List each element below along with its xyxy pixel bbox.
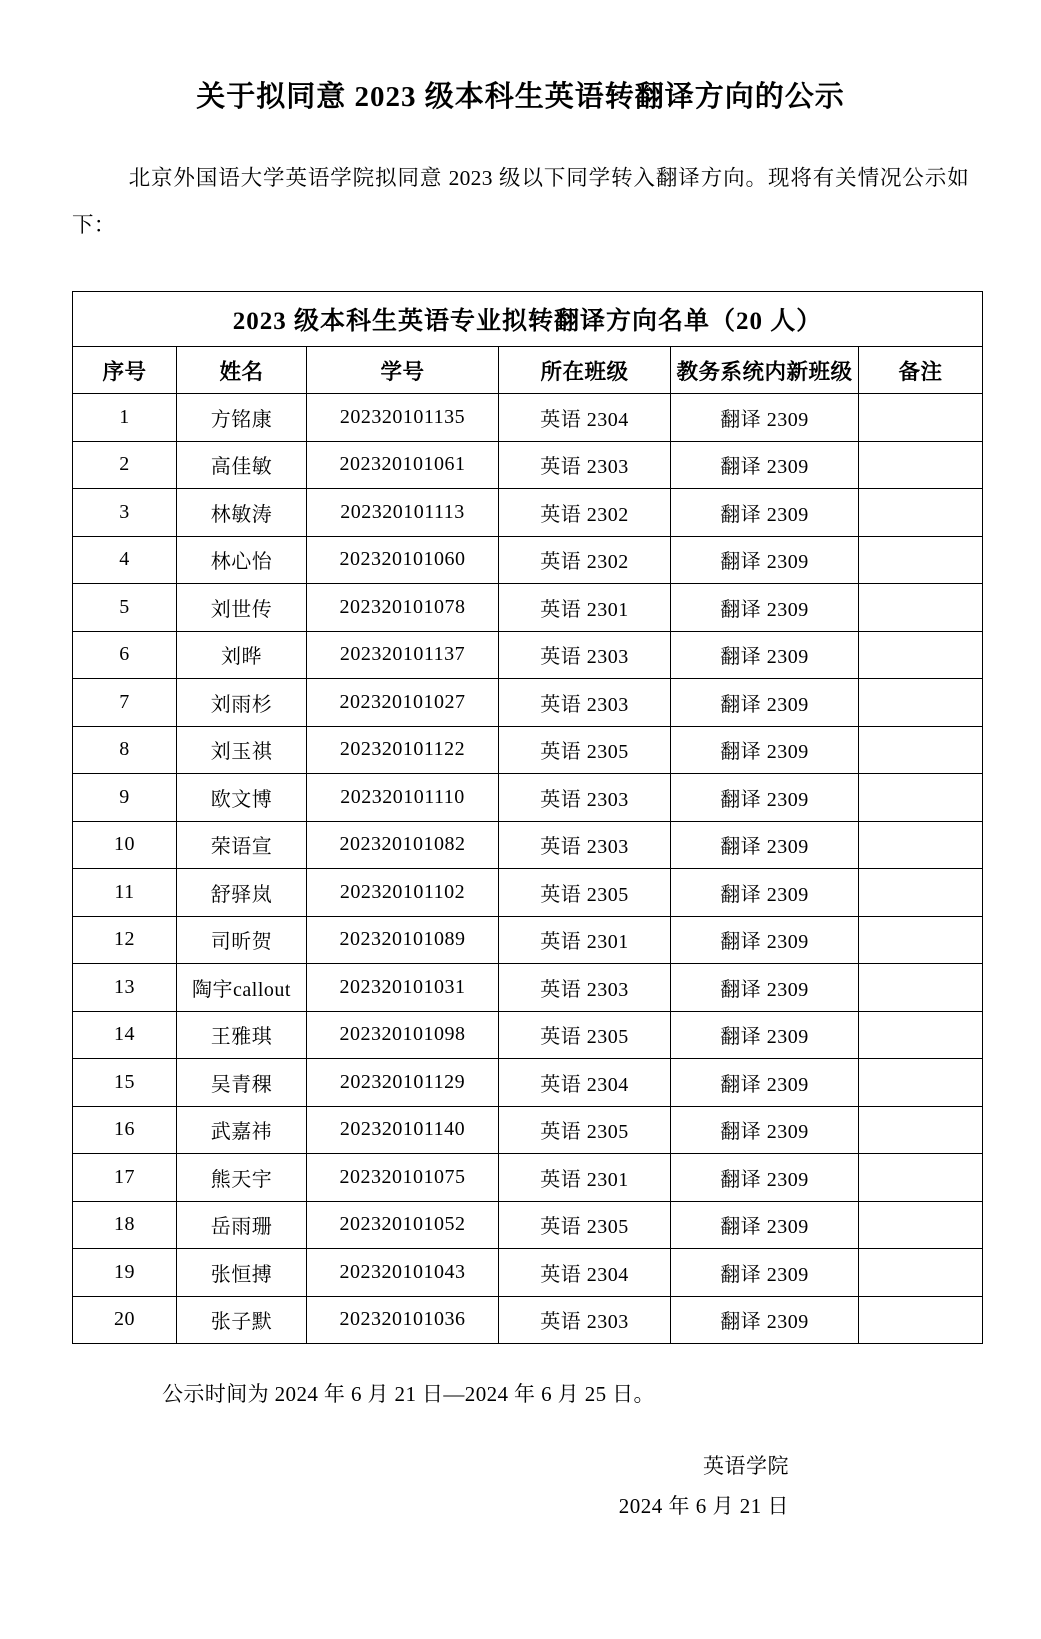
- cell-note: [859, 964, 983, 1012]
- cell-name: 刘雨杉: [177, 679, 307, 727]
- cell-index: 16: [73, 1106, 177, 1154]
- cell-class: 英语 2303: [499, 441, 671, 489]
- table-row: [73, 536, 983, 584]
- cell-name: 张子默: [177, 1296, 307, 1344]
- table-row: [73, 394, 983, 442]
- cell-student-id: 202320101135: [307, 394, 499, 442]
- cell-new-class: 翻译 2309: [671, 631, 859, 679]
- cell-new-class: 翻译 2309: [671, 679, 859, 727]
- cell-name: 王雅琪: [177, 1011, 307, 1059]
- cell-student-id: 202320101137: [307, 631, 499, 679]
- cell-index: 15: [73, 1059, 177, 1107]
- column-header-name: 姓名: [177, 347, 307, 394]
- cell-class: 英语 2305: [499, 726, 671, 774]
- cell-index: 12: [73, 916, 177, 964]
- cell-name: 司昕贺: [177, 916, 307, 964]
- cell-index: 14: [73, 1011, 177, 1059]
- cell-student-id: 202320101052: [307, 1201, 499, 1249]
- table-row: [73, 1106, 983, 1154]
- cell-index: 2: [73, 441, 177, 489]
- cell-new-class: 翻译 2309: [671, 1106, 859, 1154]
- cell-name: 方铭康: [177, 394, 307, 442]
- cell-class: 英语 2305: [499, 1106, 671, 1154]
- table-row: [73, 726, 983, 774]
- cell-note: [859, 631, 983, 679]
- cell-class: 英语 2305: [499, 869, 671, 917]
- cell-class: 英语 2301: [499, 916, 671, 964]
- cell-student-id: 202320101078: [307, 584, 499, 632]
- column-header-class: 所在班级: [499, 347, 671, 394]
- cell-name: 岳雨珊: [177, 1201, 307, 1249]
- signature-org: 英语学院: [703, 1454, 789, 1478]
- cell-index: 6: [73, 631, 177, 679]
- cell-class: 英语 2304: [499, 1249, 671, 1297]
- table-header-row: [73, 347, 983, 394]
- cell-index: 19: [73, 1249, 177, 1297]
- table-row: [73, 1154, 983, 1202]
- cell-note: [859, 1011, 983, 1059]
- cell-note: [859, 821, 983, 869]
- cell-class: 英语 2304: [499, 394, 671, 442]
- cell-new-class: 翻译 2309: [671, 489, 859, 537]
- cell-name: 舒驿岚: [177, 869, 307, 917]
- cell-name: 高佳敏: [177, 441, 307, 489]
- cell-new-class: 翻译 2309: [671, 1249, 859, 1297]
- table-row: [73, 584, 983, 632]
- cell-student-id: 202320101060: [307, 536, 499, 584]
- table-caption-row: [73, 292, 983, 347]
- column-header-student-id: 学号: [307, 347, 499, 394]
- cell-new-class: 翻译 2309: [671, 964, 859, 1012]
- cell-new-class: 翻译 2309: [671, 394, 859, 442]
- cell-note: [859, 916, 983, 964]
- table-row: [73, 1059, 983, 1107]
- cell-student-id: 202320101031: [307, 964, 499, 1012]
- cell-note: [859, 1201, 983, 1249]
- cell-index: 17: [73, 1154, 177, 1202]
- cell-new-class: 翻译 2309: [671, 441, 859, 489]
- cell-class: 英语 2303: [499, 679, 671, 727]
- cell-class: 英语 2302: [499, 536, 671, 584]
- cell-class: 英语 2303: [499, 631, 671, 679]
- cell-index: 1: [73, 394, 177, 442]
- table-row: [73, 489, 983, 537]
- table-row: [73, 869, 983, 917]
- cell-student-id: 202320101075: [307, 1154, 499, 1202]
- cell-new-class: 翻译 2309: [671, 1201, 859, 1249]
- cell-student-id: 202320101061: [307, 441, 499, 489]
- cell-new-class: 翻译 2309: [671, 1059, 859, 1107]
- intro-text: 北京外国语大学英语学院拟同意 2023 级以下同学转入翻译方向。现将有关情况公示如下：: [72, 166, 969, 237]
- table-row: [73, 916, 983, 964]
- cell-name: 刘世传: [177, 584, 307, 632]
- cell-name: 荣语宣: [177, 821, 307, 869]
- cell-note: [859, 1106, 983, 1154]
- cell-index: 10: [73, 821, 177, 869]
- cell-student-id: 202320101043: [307, 1249, 499, 1297]
- cell-name: 林敏涛: [177, 489, 307, 537]
- cell-class: 英语 2301: [499, 584, 671, 632]
- cell-note: [859, 869, 983, 917]
- table-row: [73, 1249, 983, 1297]
- cell-note: [859, 1249, 983, 1297]
- cell-name: 欧文博: [177, 774, 307, 822]
- column-header-new-class: 教务系统内新班级: [671, 347, 859, 394]
- cell-new-class: 翻译 2309: [671, 1154, 859, 1202]
- cell-index: 9: [73, 774, 177, 822]
- cell-name: 武嘉祎: [177, 1106, 307, 1154]
- cell-new-class: 翻译 2309: [671, 726, 859, 774]
- cell-index: 7: [73, 679, 177, 727]
- signature-block: [72, 1446, 969, 1526]
- cell-student-id: 202320101129: [307, 1059, 499, 1107]
- column-header-note: 备注: [859, 347, 983, 394]
- cell-student-id: 202320101089: [307, 916, 499, 964]
- cell-new-class: 翻译 2309: [671, 584, 859, 632]
- cell-class: 英语 2303: [499, 1296, 671, 1344]
- cell-class: 英语 2305: [499, 1201, 671, 1249]
- cell-student-id: 202320101122: [307, 726, 499, 774]
- cell-index: 3: [73, 489, 177, 537]
- cell-note: [859, 394, 983, 442]
- cell-student-id: 202320101082: [307, 821, 499, 869]
- cell-class: 英语 2304: [499, 1059, 671, 1107]
- cell-student-id: 202320101027: [307, 679, 499, 727]
- table-row: [73, 441, 983, 489]
- cell-student-id: 202320101140: [307, 1106, 499, 1154]
- cell-student-id: 202320101102: [307, 869, 499, 917]
- cell-index: 18: [73, 1201, 177, 1249]
- cell-note: [859, 1059, 983, 1107]
- cell-name: 陶宇callout: [177, 964, 307, 1012]
- cell-name: 熊天宇: [177, 1154, 307, 1202]
- cell-note: [859, 726, 983, 774]
- cell-class: 英语 2303: [499, 821, 671, 869]
- document-page: [0, 74, 1041, 1639]
- intro-paragraph: [72, 155, 969, 249]
- cell-note: [859, 679, 983, 727]
- cell-name: 吴青稞: [177, 1059, 307, 1107]
- cell-note: [859, 1154, 983, 1202]
- cell-name: 刘玉祺: [177, 726, 307, 774]
- cell-note: [859, 1296, 983, 1344]
- cell-index: 11: [73, 869, 177, 917]
- cell-class: 英语 2301: [499, 1154, 671, 1202]
- table-row: [73, 631, 983, 679]
- cell-name: 林心怡: [177, 536, 307, 584]
- cell-index: 4: [73, 536, 177, 584]
- table-row: [73, 964, 983, 1012]
- table-row: [73, 821, 983, 869]
- table-caption: 2023 级本科生英语专业拟转翻译方向名单（20 人）: [73, 292, 983, 347]
- cell-index: 5: [73, 584, 177, 632]
- cell-student-id: 202320101110: [307, 774, 499, 822]
- cell-note: [859, 774, 983, 822]
- cell-index: 8: [73, 726, 177, 774]
- page-title: 关于拟同意 2023 级本科生英语转翻译方向的公示: [196, 81, 845, 113]
- table-row: [73, 1201, 983, 1249]
- cell-new-class: 翻译 2309: [671, 774, 859, 822]
- cell-class: 英语 2305: [499, 1011, 671, 1059]
- table-row: [73, 1296, 983, 1344]
- roster-table: [72, 291, 983, 1344]
- cell-note: [859, 489, 983, 537]
- cell-new-class: 翻译 2309: [671, 1011, 859, 1059]
- cell-note: [859, 584, 983, 632]
- cell-new-class: 翻译 2309: [671, 821, 859, 869]
- cell-index: 13: [73, 964, 177, 1012]
- cell-name: 刘晔: [177, 631, 307, 679]
- cell-new-class: 翻译 2309: [671, 1296, 859, 1344]
- table-row: [73, 774, 983, 822]
- cell-class: 英语 2302: [499, 489, 671, 537]
- cell-index: 20: [73, 1296, 177, 1344]
- cell-name: 张恒搏: [177, 1249, 307, 1297]
- column-header-index: 序号: [73, 347, 177, 394]
- cell-class: 英语 2303: [499, 964, 671, 1012]
- table-row: [73, 1011, 983, 1059]
- cell-note: [859, 441, 983, 489]
- cell-new-class: 翻译 2309: [671, 869, 859, 917]
- cell-student-id: 202320101113: [307, 489, 499, 537]
- notice-period: 公示时间为 2024 年 6 月 21 日—2024 年 6 月 25 日。: [162, 1382, 655, 1406]
- cell-new-class: 翻译 2309: [671, 536, 859, 584]
- cell-class: 英语 2303: [499, 774, 671, 822]
- signature-date: 2024 年 6 月 21 日: [618, 1494, 789, 1518]
- cell-student-id: 202320101098: [307, 1011, 499, 1059]
- cell-new-class: 翻译 2309: [671, 916, 859, 964]
- table-row: [73, 679, 983, 727]
- cell-note: [859, 536, 983, 584]
- cell-student-id: 202320101036: [307, 1296, 499, 1344]
